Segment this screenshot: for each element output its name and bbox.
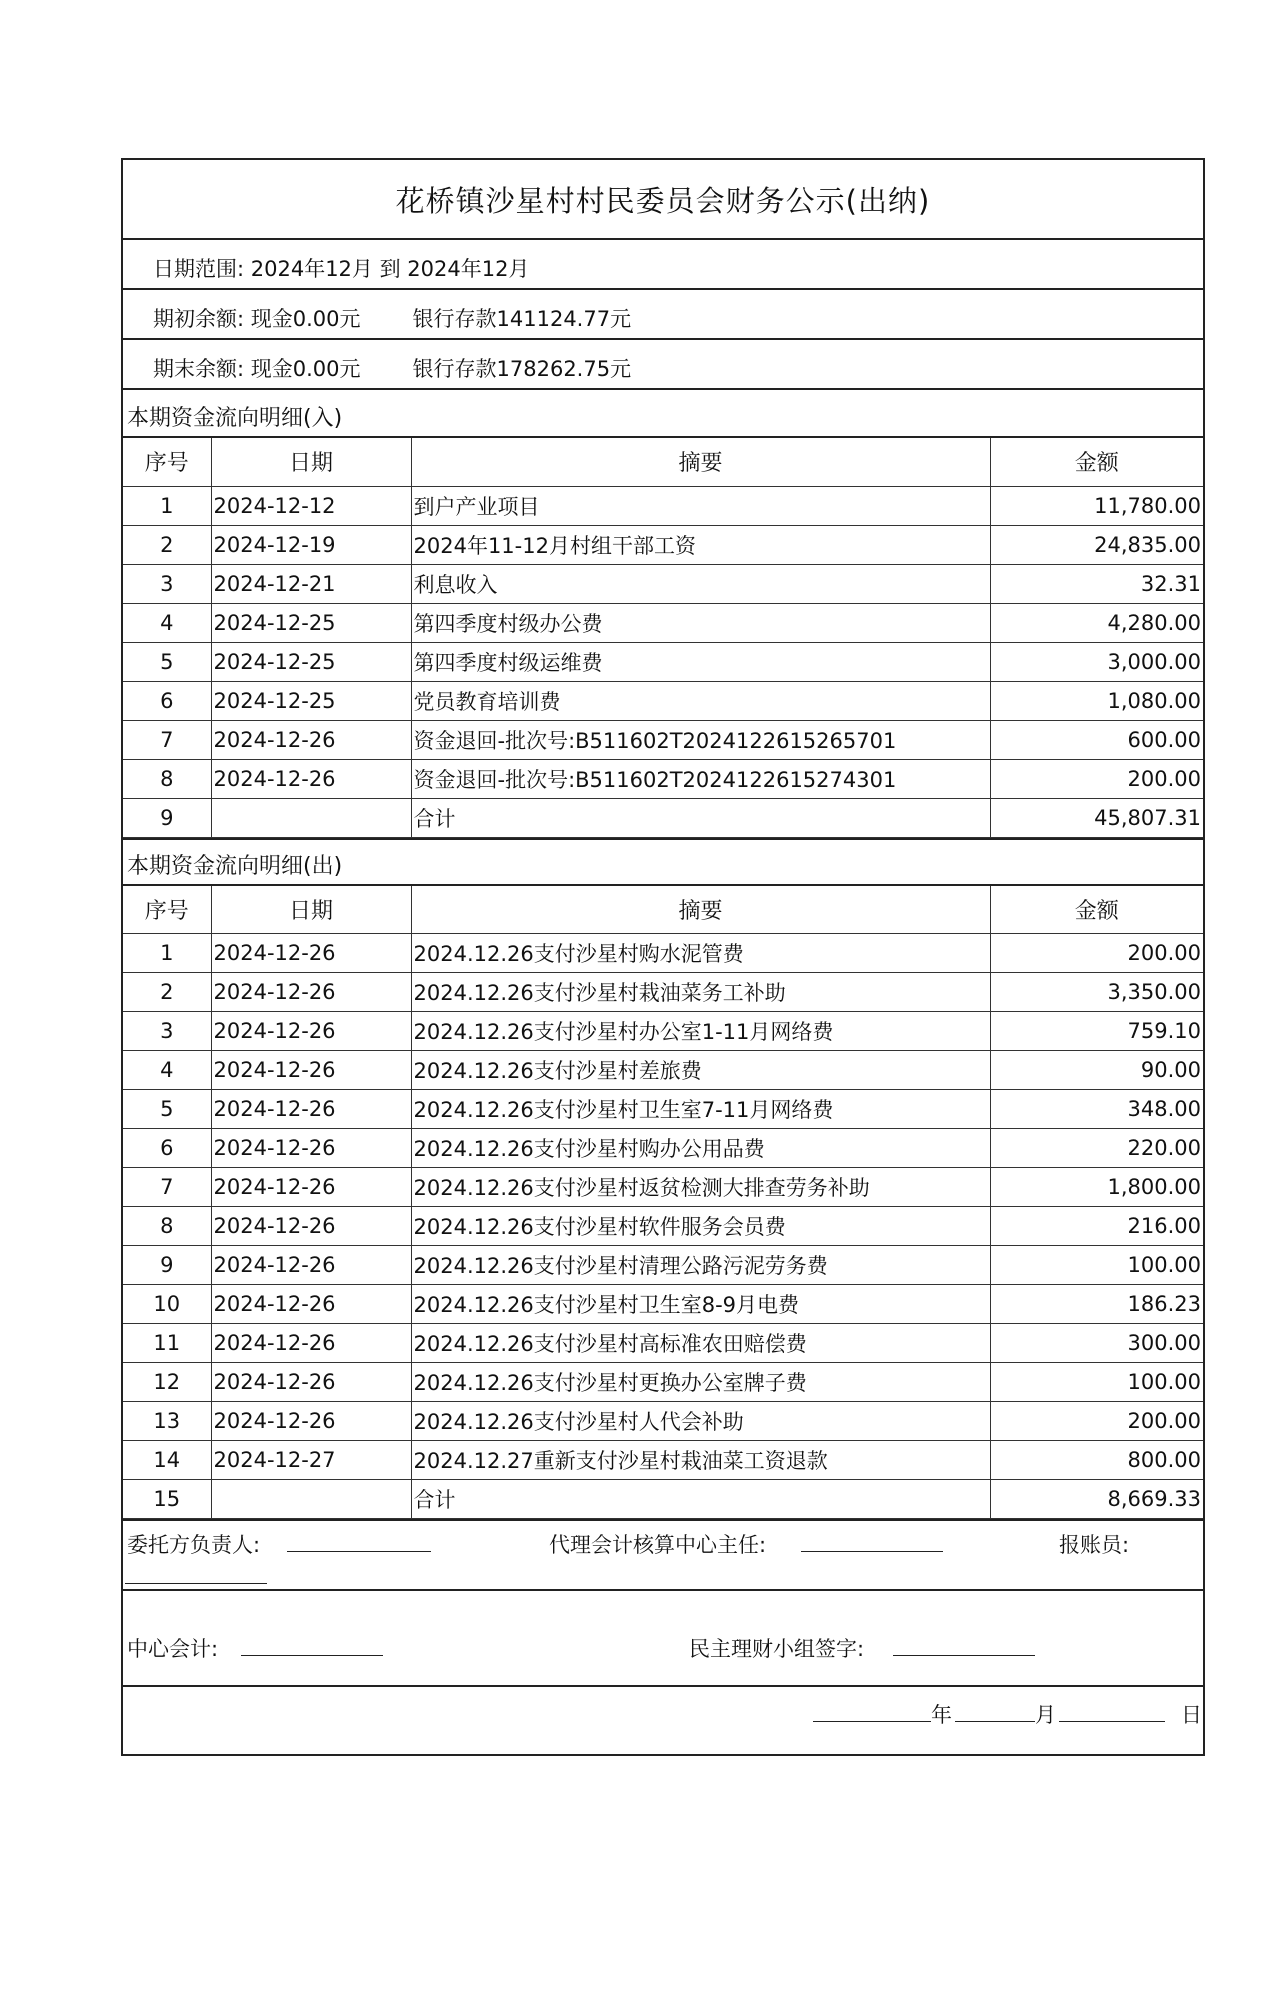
day-label: 日 (1181, 1703, 1202, 1727)
signature-row-2 (123, 1591, 1203, 1687)
row-date: 2024-12-19 (211, 525, 411, 564)
table-row (123, 681, 1203, 720)
row-index: 7 (123, 1168, 211, 1207)
row-index: 1 (123, 486, 211, 525)
center-director-signature-line[interactable] (801, 1529, 943, 1552)
reimburser-signature-line[interactable] (125, 1561, 267, 1584)
row-amount: 100.00 (990, 1363, 1203, 1402)
col-header-amount: 金额 (990, 438, 1203, 486)
row-amount: 4,280.00 (990, 603, 1203, 642)
table-row (123, 564, 1203, 603)
table-row (123, 603, 1203, 642)
row-index: 9 (123, 1246, 211, 1285)
row-index: 3 (123, 564, 211, 603)
row-date: 2024-12-26 (211, 759, 411, 798)
year-line[interactable] (813, 1699, 931, 1722)
table-row (123, 642, 1203, 681)
row-amount: 32.31 (990, 564, 1203, 603)
row-date: 2024-12-25 (211, 642, 411, 681)
row-amount: 186.23 (990, 1285, 1203, 1324)
income-header-row (123, 438, 1203, 486)
row-amount: 200.00 (990, 934, 1203, 973)
row-amount: 1,080.00 (990, 681, 1203, 720)
col-header-summary: 摘要 (411, 438, 990, 486)
row-summary: 2024.12.26支付沙星村返贫检测大排查劳务补助 (411, 1168, 990, 1207)
row-summary: 2024.12.26支付沙星村购办公用品费 (411, 1129, 990, 1168)
expense-section-title: 本期资金流向明细(出) (123, 838, 1203, 886)
expense-table (123, 886, 1203, 1520)
row-amount: 600.00 (990, 720, 1203, 759)
closing-cash: 期末余额: 现金0.00元 (153, 357, 361, 381)
row-index: 5 (123, 642, 211, 681)
row-summary: 合计 (411, 798, 990, 837)
row-index: 8 (123, 759, 211, 798)
row-date: 2024-12-26 (211, 973, 411, 1012)
row-date: 2024-12-26 (211, 1246, 411, 1285)
signature-footer (123, 1519, 1203, 1735)
table-row (123, 720, 1203, 759)
row-date: 2024-12-26 (211, 1363, 411, 1402)
row-amount: 200.00 (990, 759, 1203, 798)
row-date: 2024-12-25 (211, 681, 411, 720)
row-index: 2 (123, 973, 211, 1012)
row-amount: 1,800.00 (990, 1168, 1203, 1207)
col-header-date: 日期 (211, 438, 411, 486)
row-date: 2024-12-12 (211, 486, 411, 525)
table-row (123, 1480, 1203, 1519)
principal-signature-line[interactable] (287, 1529, 431, 1552)
row-date: 2024-12-26 (211, 934, 411, 973)
row-index: 4 (123, 1051, 211, 1090)
table-row (123, 934, 1203, 973)
date-range-row (123, 240, 1203, 290)
row-index: 7 (123, 720, 211, 759)
row-summary: 到户产业项目 (411, 486, 990, 525)
row-date: 2024-12-27 (211, 1441, 411, 1480)
row-summary: 2024.12.26支付沙星村人代会补助 (411, 1402, 990, 1441)
row-index: 12 (123, 1363, 211, 1402)
row-amount: 300.00 (990, 1324, 1203, 1363)
row-summary: 2024.12.26支付沙星村清理公路污泥劳务费 (411, 1246, 990, 1285)
finance-group-label: 民主理财小组签字: (689, 1637, 865, 1661)
signature-row-1 (123, 1519, 1203, 1591)
table-row (123, 973, 1203, 1012)
center-accountant-signature-line[interactable] (241, 1633, 383, 1656)
center-accountant-label: 中心会计: (127, 1637, 219, 1661)
row-date: 2024-12-26 (211, 1090, 411, 1129)
row-summary: 2024年11-12月村组干部工资 (411, 525, 990, 564)
row-index: 15 (123, 1480, 211, 1519)
row-date: 2024-12-26 (211, 1012, 411, 1051)
row-date: 2024-12-26 (211, 1168, 411, 1207)
row-summary: 利息收入 (411, 564, 990, 603)
row-amount: 45,807.31 (990, 798, 1203, 837)
table-row (123, 486, 1203, 525)
page-title: 花桥镇沙星村村民委员会财务公示(出纳) (123, 160, 1203, 240)
table-row (123, 798, 1203, 837)
row-amount: 348.00 (990, 1090, 1203, 1129)
row-summary: 2024.12.26支付沙星村更换办公室牌子费 (411, 1363, 990, 1402)
row-summary: 第四季度村级运维费 (411, 642, 990, 681)
row-summary: 2024.12.26支付沙星村卫生室8-9月电费 (411, 1285, 990, 1324)
row-amount: 24,835.00 (990, 525, 1203, 564)
row-amount: 200.00 (990, 1402, 1203, 1441)
row-index: 8 (123, 1207, 211, 1246)
table-row (123, 1402, 1203, 1441)
row-summary: 第四季度村级办公费 (411, 603, 990, 642)
row-index: 10 (123, 1285, 211, 1324)
row-date: 2024-12-26 (211, 1402, 411, 1441)
row-date: 2024-12-26 (211, 1207, 411, 1246)
col-header-summary: 摘要 (411, 886, 990, 934)
row-summary: 2024.12.26支付沙星村栽油菜务工补助 (411, 973, 990, 1012)
month-label: 月 (1035, 1703, 1056, 1727)
finance-sheet (121, 158, 1205, 1756)
row-index: 14 (123, 1441, 211, 1480)
day-line[interactable] (1059, 1699, 1165, 1722)
table-row (123, 1363, 1203, 1402)
table-row (123, 1168, 1203, 1207)
row-date: 2024-12-26 (211, 1051, 411, 1090)
table-row (123, 1129, 1203, 1168)
opening-bank: 银行存款141124.77元 (412, 307, 632, 331)
row-summary: 2024.12.26支付沙星村差旅费 (411, 1051, 990, 1090)
row-amount: 216.00 (990, 1207, 1203, 1246)
row-amount: 90.00 (990, 1051, 1203, 1090)
income-table (123, 438, 1203, 838)
row-amount: 220.00 (990, 1129, 1203, 1168)
col-header-date: 日期 (211, 886, 411, 934)
col-header-index: 序号 (123, 438, 211, 486)
row-date: 2024-12-26 (211, 1324, 411, 1363)
row-index: 6 (123, 681, 211, 720)
row-index: 4 (123, 603, 211, 642)
row-amount: 100.00 (990, 1246, 1203, 1285)
row-date (211, 1480, 411, 1519)
reimburser-label: 报账员: (1059, 1533, 1130, 1557)
row-summary: 2024.12.27重新支付沙星村栽油菜工资退款 (411, 1441, 990, 1480)
date-range: 日期范围: 2024年12月 到 2024年12月 (153, 257, 530, 281)
row-summary: 2024.12.26支付沙星村高标准农田赔偿费 (411, 1324, 990, 1363)
table-row (123, 1441, 1203, 1480)
table-row (123, 525, 1203, 564)
row-amount: 3,000.00 (990, 642, 1203, 681)
table-row (123, 1324, 1203, 1363)
table-row (123, 1207, 1203, 1246)
row-index: 6 (123, 1129, 211, 1168)
row-date: 2024-12-25 (211, 603, 411, 642)
table-row (123, 1051, 1203, 1090)
date-row (123, 1687, 1203, 1735)
table-row (123, 1090, 1203, 1129)
row-amount: 800.00 (990, 1441, 1203, 1480)
row-index: 11 (123, 1324, 211, 1363)
col-header-index: 序号 (123, 886, 211, 934)
closing-balance-row (123, 340, 1203, 390)
row-summary: 合计 (411, 1480, 990, 1519)
table-row (123, 1285, 1203, 1324)
row-index: 2 (123, 525, 211, 564)
row-index: 5 (123, 1090, 211, 1129)
table-row (123, 759, 1203, 798)
opening-cash: 期初余额: 现金0.00元 (153, 307, 361, 331)
row-index: 3 (123, 1012, 211, 1051)
row-summary: 2024.12.26支付沙星村软件服务会员费 (411, 1207, 990, 1246)
income-section-title: 本期资金流向明细(入) (123, 390, 1203, 438)
row-date (211, 798, 411, 837)
row-summary: 2024.12.26支付沙星村办公室1-11月网络费 (411, 1012, 990, 1051)
row-index: 13 (123, 1402, 211, 1441)
row-date: 2024-12-26 (211, 1129, 411, 1168)
expense-header-row (123, 886, 1203, 934)
row-index: 9 (123, 798, 211, 837)
row-index: 1 (123, 934, 211, 973)
finance-group-signature-line[interactable] (893, 1633, 1035, 1656)
principal-label: 委托方负责人: (127, 1533, 261, 1557)
opening-balance-row (123, 290, 1203, 340)
row-date: 2024-12-26 (211, 720, 411, 759)
row-amount: 8,669.33 (990, 1480, 1203, 1519)
table-row (123, 1246, 1203, 1285)
center-director-label: 代理会计核算中心主任: (549, 1533, 767, 1557)
table-row (123, 1012, 1203, 1051)
closing-bank: 银行存款178262.75元 (412, 357, 632, 381)
row-amount: 11,780.00 (990, 486, 1203, 525)
row-amount: 759.10 (990, 1012, 1203, 1051)
row-summary: 资金退回-批次号:B511602T2024122615274301 (411, 759, 990, 798)
year-label: 年 (931, 1703, 952, 1727)
row-summary: 2024.12.26支付沙星村卫生室7-11月网络费 (411, 1090, 990, 1129)
row-summary: 资金退回-批次号:B511602T2024122615265701 (411, 720, 990, 759)
row-amount: 3,350.00 (990, 973, 1203, 1012)
row-date: 2024-12-21 (211, 564, 411, 603)
month-line[interactable] (955, 1699, 1035, 1722)
col-header-amount: 金额 (990, 886, 1203, 934)
row-summary: 2024.12.26支付沙星村购水泥管费 (411, 934, 990, 973)
row-date: 2024-12-26 (211, 1285, 411, 1324)
row-summary: 党员教育培训费 (411, 681, 990, 720)
